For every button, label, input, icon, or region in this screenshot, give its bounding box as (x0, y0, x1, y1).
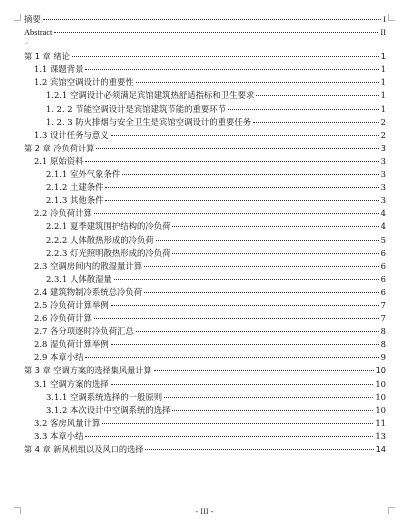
toc-entry-level-1[interactable] (24, 142, 386, 155)
dot-leader (122, 174, 378, 175)
dot-leader (164, 397, 373, 398)
toc-entry-page: I (383, 15, 386, 24)
dot-leader (172, 410, 373, 411)
dot-leader (94, 213, 379, 214)
dot-leader (172, 253, 378, 254)
toc-entry-page: 2 (380, 129, 386, 140)
toc-entry-title: 2.1 原始资料 (34, 155, 84, 166)
toc-entry-level-2[interactable] (24, 325, 386, 338)
toc-entry-title: Abstract (24, 28, 53, 38)
toc-entry-level-2[interactable] (24, 430, 386, 443)
dot-leader (256, 95, 378, 96)
toc-entry-level-3[interactable] (24, 391, 386, 404)
dot-leader (156, 240, 379, 241)
toc-entry-level-2[interactable] (24, 378, 386, 391)
dot-leader (136, 331, 379, 332)
toc-entry-title: 1.1 课题背景 (34, 64, 84, 75)
toc-entry-title: 1.3 设计任务与意义 (34, 129, 109, 140)
toc-entry-page: 7 (380, 313, 386, 324)
toc-entry-level-3[interactable] (24, 404, 386, 417)
toc-front-entry[interactable] (24, 26, 386, 39)
dot-leader (94, 318, 379, 319)
toc-entry-page: 3 (380, 182, 386, 193)
toc-entry-title: 1. 2. 2 节能空调设计是宾馆建筑节能的重要环节 (46, 103, 227, 114)
toc-entry-title: 3.1.2 本次设计中空调系统的选择 (46, 404, 171, 415)
toc-entry-level-3[interactable] (24, 220, 386, 233)
toc-entry-page: 3 (380, 155, 386, 166)
toc-entry-page: 4 (380, 221, 386, 232)
toc-entry-page: 3 (380, 142, 386, 153)
toc-entry-title: 第 2 章 冷负荷计算 (24, 142, 95, 153)
toc-entry-title: 2.7 各分项逐时冷负荷汇总 (34, 326, 134, 337)
toc-entry-title: 2.3 空调房间内的散湿量计算 (34, 260, 143, 271)
paragraph-mark: ↵ (24, 41, 29, 47)
dot-leader (172, 226, 378, 227)
toc-entry-title: 2.1.3 其他条件 (46, 195, 104, 206)
toc-entry-title: 1.2.1 空调设计必须满足宾馆建筑热舒适指标和卫生要求 (46, 90, 255, 101)
toc-entry-title: 3.3 本章小结 (34, 430, 84, 441)
toc-entry-page: 5 (380, 234, 386, 245)
dot-leader (253, 122, 378, 123)
toc-entry-page: 6 (380, 273, 386, 284)
toc-entry-level-2[interactable] (24, 207, 386, 220)
toc-entry-title: 3.2 客房风量计算 (34, 417, 101, 428)
crop-mark-top-left (14, 14, 21, 21)
toc-entry-title: 2.2.2 人体散热形成的冷负荷 (46, 234, 154, 245)
toc-entry-title: 1. 2. 3 防火排烟与安全卫生是宾馆空调设计的重要任务 (46, 116, 252, 127)
dot-leader (111, 344, 379, 345)
toc-entry-page: 1 (380, 51, 386, 62)
toc-entry-page: 1 (380, 90, 386, 101)
toc-entry-level-3[interactable] (24, 181, 386, 194)
toc-entry-level-2[interactable] (24, 63, 386, 76)
dot-leader (111, 384, 374, 385)
dot-leader (43, 19, 381, 20)
dot-leader (111, 305, 379, 306)
toc-entry-level-2[interactable] (24, 129, 386, 142)
toc-entry-title: 2.9 本章小结 (34, 352, 84, 363)
toc-entry-list (24, 50, 386, 456)
dot-leader (114, 279, 379, 280)
toc-entry-title: 第 4 章 新风机组以及风口的选择 (24, 444, 144, 454)
dot-leader (105, 187, 378, 188)
toc-entry-level-3[interactable] (24, 103, 386, 116)
dot-leader (96, 148, 378, 149)
toc-entry-page: 3 (380, 195, 386, 206)
toc-entry-level-3[interactable] (24, 89, 386, 102)
toc-entry-page: 13 (375, 430, 386, 441)
toc-entry-title: 2.5 冷负荷计算举例 (34, 299, 109, 310)
toc-entry-title: 2.1.2 土建条件 (46, 182, 104, 193)
toc-entry-level-2[interactable] (24, 312, 386, 325)
toc-entry-page: 1 (380, 64, 386, 75)
toc-entry-level-2[interactable] (24, 351, 386, 364)
dot-leader (102, 423, 373, 424)
toc-entry-level-2[interactable] (24, 417, 386, 430)
toc-entry-title: 2.6 冷负荷计算 (34, 313, 92, 324)
toc-entry-page: 9 (380, 352, 386, 363)
toc-entry-title: 2.2.1 夏季建筑围护结构的冷负荷 (46, 221, 171, 232)
toc-entry-title: 3.1.1 空调系统选择的一般原则 (46, 391, 163, 402)
toc-entry-page: 8 (380, 339, 386, 350)
toc-entry-title: 2.1.1 室外气象条件 (46, 169, 121, 180)
toc-entry-level-3[interactable] (24, 273, 386, 286)
toc-entry-title: 3.1 空调方案的选择 (34, 378, 109, 389)
toc-gap (24, 39, 386, 50)
toc-entry-title: 第 3 章 空调方案的选择集风量计算 (24, 365, 152, 376)
toc-entry-level-3[interactable] (24, 247, 386, 260)
toc-entry-level-1[interactable] (24, 443, 386, 456)
toc-entry-page: 14 (375, 444, 386, 454)
toc-entry-page: 1 (380, 77, 386, 88)
toc-entry-level-2[interactable] (24, 260, 386, 273)
toc-entry-level-1[interactable] (24, 364, 386, 377)
toc-entry-page: 10 (375, 391, 386, 402)
toc-entry-page: II (380, 28, 386, 38)
toc-entry-title: 2.4 建筑物制冷系统总冷负荷 (34, 286, 143, 297)
dot-leader (105, 200, 378, 201)
toc-entry-level-2[interactable] (24, 338, 386, 351)
toc-entry-page: 10 (375, 365, 386, 376)
table-of-contents (24, 13, 386, 456)
toc-entry-title: 2.2 冷负荷计算 (34, 208, 92, 219)
toc-entry-page: 6 (380, 286, 386, 297)
dot-leader (145, 449, 373, 450)
toc-entry-level-2[interactable] (24, 286, 386, 299)
toc-entry-page: 10 (375, 378, 386, 389)
toc-entry-page: 2 (380, 116, 386, 127)
toc-entry-level-1[interactable] (24, 50, 386, 63)
toc-entry-level-2[interactable] (24, 76, 386, 89)
toc-entry-title: 1.2 宾馆空调设计的重要性 (34, 77, 134, 88)
dot-leader (85, 69, 378, 70)
toc-entry-level-3[interactable] (24, 234, 386, 247)
dot-leader (154, 370, 374, 371)
dot-leader (54, 32, 378, 33)
dot-leader (85, 161, 378, 162)
toc-entry-page: 8 (380, 326, 386, 337)
toc-front-entry[interactable] (24, 13, 386, 26)
toc-entry-level-3[interactable] (24, 194, 386, 207)
dot-leader (144, 266, 379, 267)
toc-entry-level-3[interactable] (24, 168, 386, 181)
toc-entry-title: 2.3.1 人体散湿量 (46, 273, 112, 284)
dot-leader (85, 436, 373, 437)
dot-leader (136, 82, 379, 83)
dot-leader (85, 357, 378, 358)
toc-entry-page: 11 (375, 417, 386, 428)
toc-entry-title: 2.2.3 灯光照明散热形成的冷负荷 (46, 247, 171, 258)
toc-entry-page: 10 (375, 404, 386, 415)
dot-leader (72, 56, 379, 57)
toc-entry-level-3[interactable] (24, 116, 386, 129)
toc-entry-page: 6 (380, 247, 386, 258)
toc-entry-title: 摘要 (24, 15, 41, 24)
toc-entry-level-2[interactable] (24, 299, 386, 312)
toc-entry-title: 2.8 湿负荷计算举例 (34, 339, 109, 350)
toc-entry-page: 1 (380, 103, 386, 114)
toc-entry-level-2[interactable] (24, 155, 386, 168)
crop-mark-top-right (388, 14, 395, 21)
page-number-footer: - III - (195, 507, 214, 516)
toc-entry-page: 6 (380, 260, 386, 271)
dot-leader (228, 109, 379, 110)
toc-entry-page: 4 (380, 208, 386, 219)
toc-entry-page: 7 (380, 299, 386, 310)
dot-leader (144, 292, 379, 293)
toc-entry-page: 3 (380, 169, 386, 180)
toc-entry-title: 第 1 章 绪论 (24, 51, 70, 62)
dot-leader (111, 135, 379, 136)
